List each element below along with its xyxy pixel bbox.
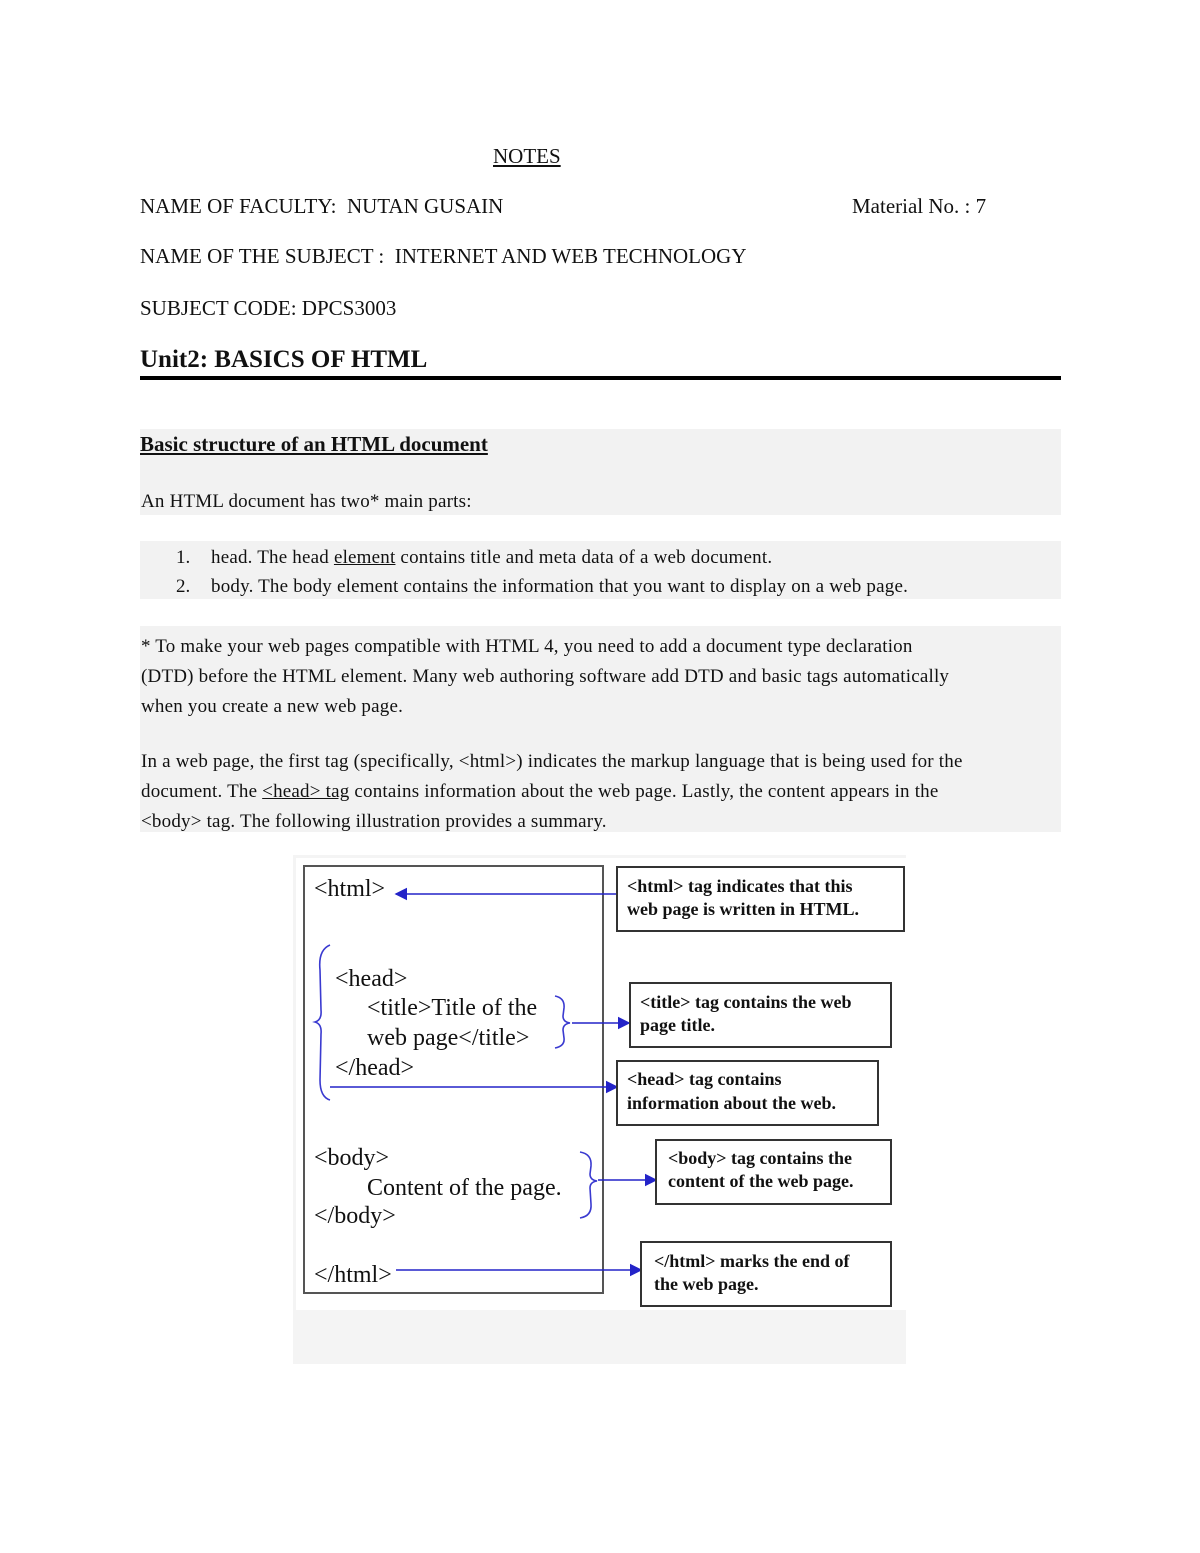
material-number: Material No. : 7 [852,194,987,218]
title-note-line2: page title. [640,1015,715,1035]
list-item-number: 2. [176,576,191,597]
paragraph-line: * To make your web pages compatible with HTML 4, you need to add a document type declaration [141,636,913,657]
code-title-line1: <title>Title of the [367,995,538,1021]
intro-text: An HTML document has two* main parts: [141,491,472,512]
code-title-line2: web page</title> [367,1025,530,1051]
body-note-line1: <body> tag contains the [668,1148,853,1168]
element-link[interactable]: element [333,547,396,568]
code-head-open: <head> [335,966,408,992]
head-note-line2: information about the web. [627,1093,837,1113]
paragraph-line: when you create a new web page. [141,696,404,717]
subject-name: INTERNET AND WEB TECHNOLOGY [394,244,747,268]
subject-code: SUBJECT CODE: DPCS3003 [140,296,397,320]
end-note-line1: </html> marks the end of [654,1251,850,1271]
paragraph-text: document. The [141,781,263,802]
head-note-line1: <head> tag contains [627,1069,782,1089]
paragraph-line: <body> tag. The following illustration provides a summary. [141,811,607,832]
title-note-line1: <title> tag contains the web [640,992,852,1012]
paragraph-line: (DTD) before the HTML element. Many web authoring software add DTD and basic tags automatically [141,666,950,687]
faculty-name: NUTAN GUSAIN [346,194,504,218]
code-head-close: </head> [335,1055,415,1081]
code-content: Content of the page. [367,1175,562,1201]
notes-title: NOTES [493,144,561,168]
list-item-number: 1. [176,547,191,568]
paragraph-text: contains information about the web page. Lastly, the content appears in the [349,781,939,802]
html-note-line1: <html> tag indicates that this [627,876,853,896]
head-tag-link[interactable]: <head> tag [262,781,350,802]
paragraph-line: In a web page, the first tag (specifically, <html>) indicates the markup language that is being used for the [141,751,963,772]
faculty-label: NAME OF FACULTY: [140,194,337,218]
html-note-line2: web page is written in HTML. [627,899,859,919]
code-body-open: <body> [314,1145,390,1171]
body-note-line2: content of the web page. [668,1171,854,1191]
list-item-text: contains title and meta data of a web document. [395,547,773,568]
code-body-close: </body> [314,1203,396,1229]
code-html-close: </html> [314,1262,392,1288]
list-item-text: head. The head [211,547,334,568]
subject-label: NAME OF THE SUBJECT : [140,244,385,268]
code-html-open: <html> [314,876,386,902]
unit-title: Unit2: BASICS OF HTML [140,346,428,373]
end-note-line2: the web page. [654,1274,759,1294]
section-heading: Basic structure of an HTML document [140,432,488,456]
list-item: body. The body element contains the information that you want to display on a web page. [211,576,909,597]
